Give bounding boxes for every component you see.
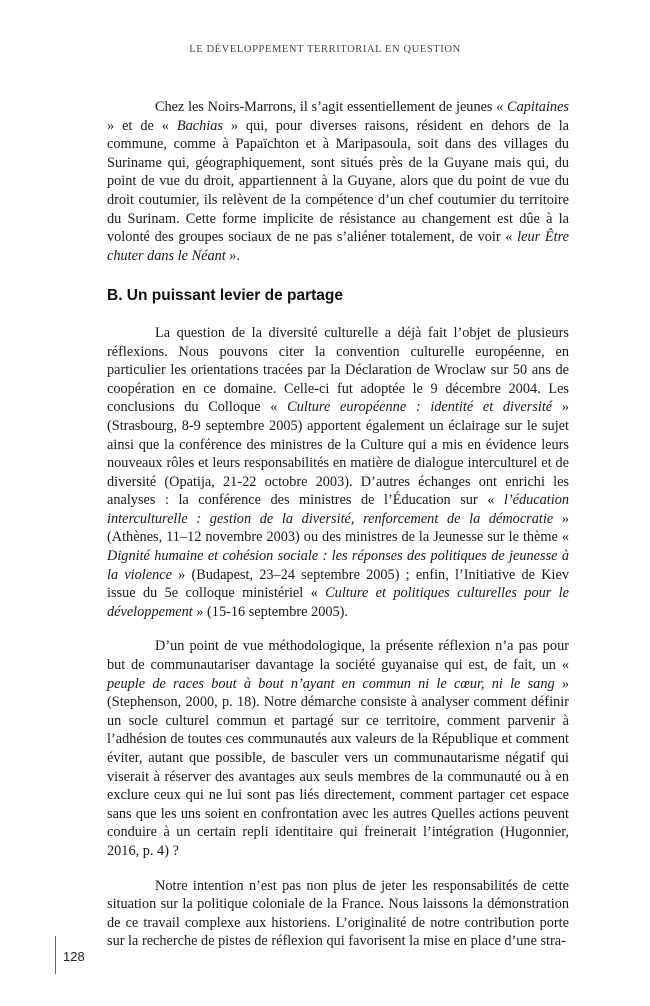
italic-text: Dignité humaine et cohésion sociale : les réponses des politiques de jeunesse à la violence [107,548,569,583]
text-run: ». [225,247,241,264]
italic-text: Bachias [176,117,223,134]
text-run: » (Strasbourg, 8-9 septembre 2005) apportent également un éclairage sur le sujet ainsi que la conférence des ministres de la Culture qui a mis en évidence leurs nouveaux rôles et leurs responsabilités en matière de dialogue interculturel et de diversité (Opatija, 21-22 octobre 2003). D’autres échanges ont enrichi les analyses : la conférence des ministres de l’Éducation sur « [107,399,569,509]
page-number-rule [55,936,56,974]
text-run: » qui, pour diverses raisons, résident en dehors de la commune, comme à Papaïchton et à Maripasoula, soit dans des villages du Suriname qui, géographiquement, sont situés près de la Guyane mais qui, du point de vue du droit, appartiennent à la Guyane, alors que du point de vue du droit coutumier, ils relèvent de la compétence d’un chef coutumier du territoire du Surinam. Cette forme implicite de résistance au changement est dûe à la volonté des groupes sociaux de ne pas s’aliéner totalement, de voir « [107,117,570,246]
italic-text: l’éducation interculturelle : gestion de la diversité, renforcement de la démocratie [107,492,569,527]
text-run: D’un point de vue méthodologique, la présente réflexion n’a pas pour but de communautariser davantage la société guyanaise qui est, de fait, un « [107,638,569,674]
text-run: » et de « [107,117,177,134]
paragraph-methodologie [107,637,569,860]
text-run: » (Budapest, 23–24 septembre 2005) ; enfin, l’Initiative de Kiev issue du 5e colloque ministériel « [107,566,569,602]
paragraph-intention [107,877,569,951]
paragraph-noirs-marrons [107,98,569,265]
italic-text: Culture européenne : identité et diversité [287,399,553,416]
italic-text: peuple de races bout à bout n’ayant en commun ni le cœur, ni le sang [107,675,555,692]
page-number: 128 [63,949,85,964]
text-run: Chez les Noirs-Marrons, il s’agit essentiellement de jeunes « [155,99,508,115]
paragraph-diversite-culturelle [107,324,569,622]
running-header: LE DÉVELOPPEMENT TERRITORIAL EN QUESTION [189,44,461,55]
text-run: » (Stephenson, 2000, p. 18). Notre démarche consiste à analyser comment définir un socle culturel commun et partagé sur ce territoire, comment parvenir à l’adhésion de toutes ces communautés aux valeurs de la République et comment éviter, autant que possible, de basculer vers un communautarisme négatif qui viserait à réserver des avantages aux seuls membres de la communauté ou à en exclure ceux qui ne lui sont pas liés directement, comment partager cet espace sans que les uns soient en confrontation avec les autres Quelles actions peuvent conduire à un certain repli identitaire qui freinerait l’intégration (Hugonnier, 2016, p. 4) ? [107,675,569,859]
text-run: La question de la diversité culturelle a déjà fait l’objet de plusieurs réflexions. Nous pouvons citer la convention culturelle européenne, en particulier les orientations tracées par la Déclaration de Wroclaw sur 50 ans de coopération en ce domaine. Celle-ci fut adoptée le 9 décembre 2004. Les conclusions du Colloque « [107,324,569,416]
italic-text: Capitaines [507,99,569,115]
text-run: » (15-16 septembre 2005). [192,603,348,620]
italic-text: Culture et politiques culturelles pour le développement [107,585,570,620]
page-body [107,98,569,967]
text-run: Notre intention n’est pas non plus de jeter les responsabilités de cette situation sur la politique coloniale de la France. Nous laissons la démonstration de ce travail complexe aux historiens. L’originalité de notre contribution porte sur la recherche de pistes de réflexion qui favorisent la mise en place d’une stra- [107,877,569,950]
text-run: » (Athènes, 11–12 novembre 2003) ou des ministres de la Jeunesse sur le thème « [107,510,569,546]
section-heading: B. Un puissant levier de partage [107,287,344,305]
italic-text: leur Être chuter dans le Néant [107,229,569,264]
